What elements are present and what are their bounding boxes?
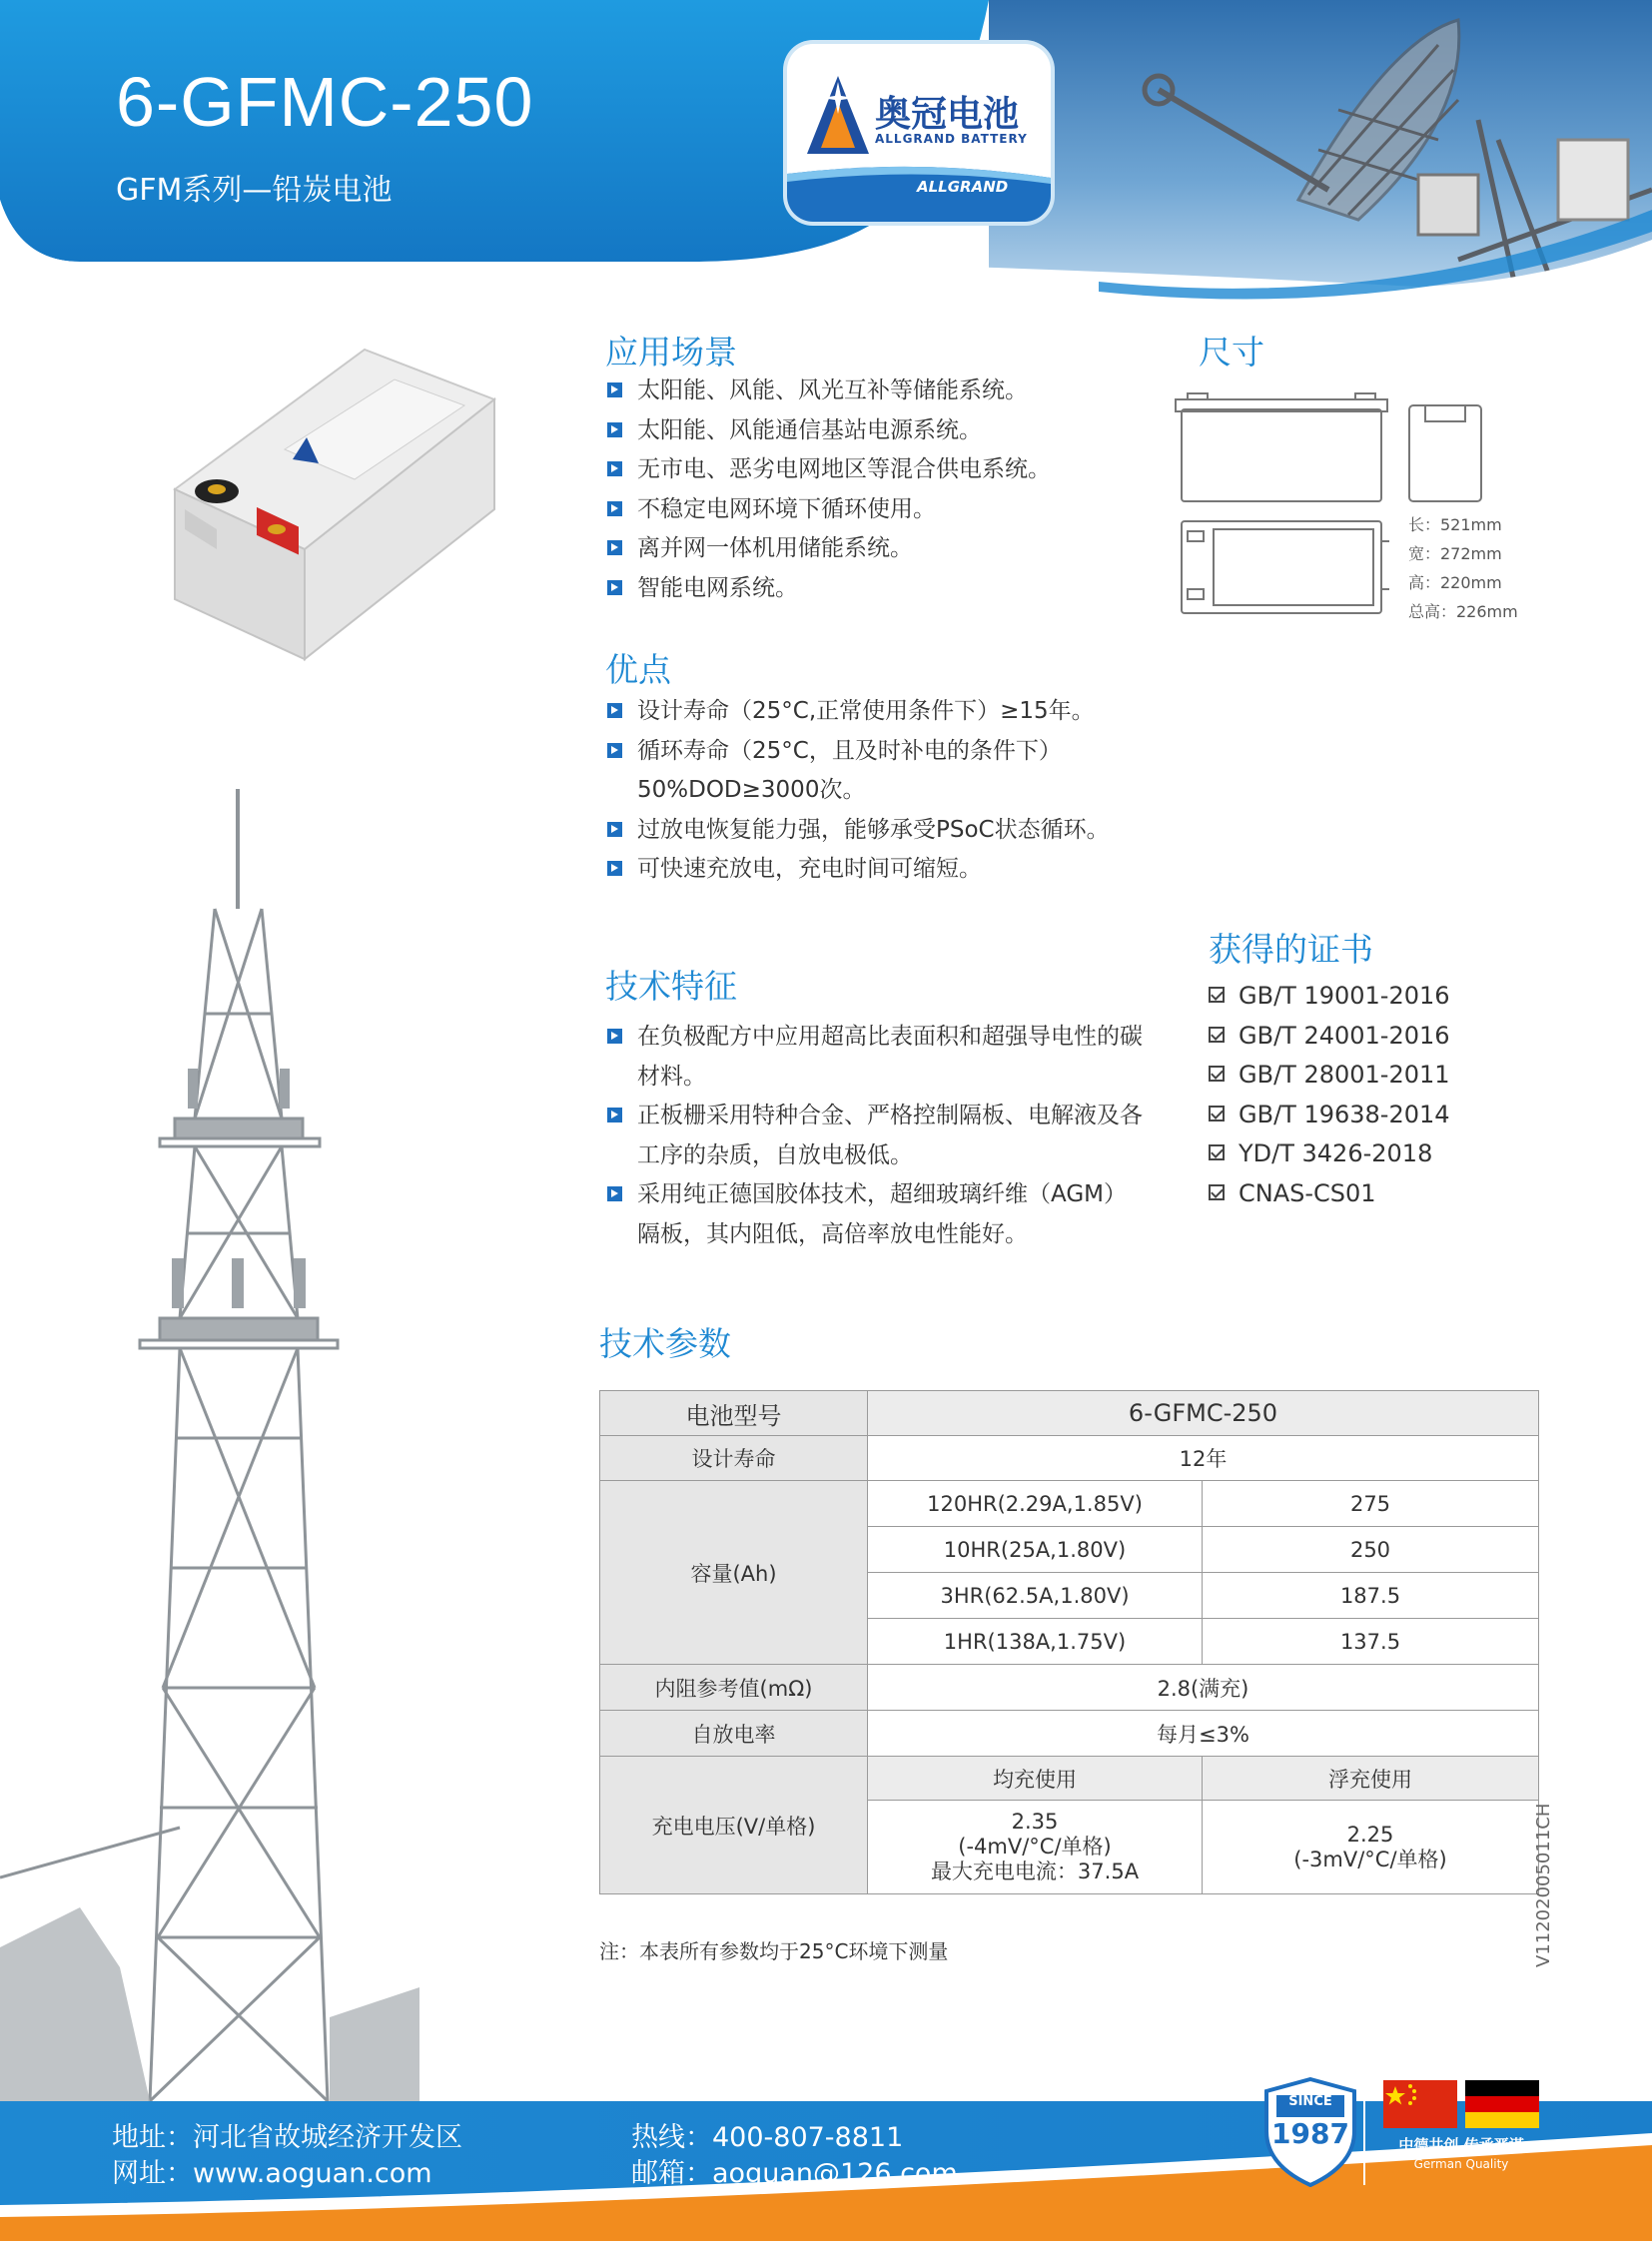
applications-heading: 应用场景 [605, 333, 737, 372]
footer-website[interactable]: 网址：www.aoguan.com [112, 2158, 432, 2189]
battery-product-image [165, 340, 514, 669]
capacity-value-cell: 275 [1203, 1481, 1539, 1527]
certificates-list [1209, 977, 1450, 1213]
germany-flag-icon [1465, 2080, 1539, 2128]
equalize-value-cell: 2.35 (-4mV/°C/单格) 最大充电电流：37.5A [868, 1801, 1203, 1894]
capacity-value-cell: 137.5 [1203, 1619, 1539, 1665]
life-label-cell: 设计寿命 [600, 1436, 868, 1481]
list-item: 不稳定电网环境下循环使用。 [605, 490, 1165, 530]
arrow-bullet-icon [607, 1029, 622, 1044]
arrow-bullet-icon [607, 1186, 622, 1201]
list-item: 正板栅采用特种合金、严格控制隔板、电解液及各工序的杂质，自放电极低。 [605, 1097, 1145, 1175]
arrow-bullet-icon [607, 461, 622, 476]
list-item: 可快速充放电，充电时间可缩短。 [605, 850, 1125, 890]
list-item: CNAS-CS01 [1209, 1174, 1450, 1214]
capacity-value-cell: 187.5 [1203, 1573, 1539, 1619]
capacity-rate-cell: 10HR(25A,1.80V) [868, 1527, 1203, 1573]
features-list [605, 1018, 1145, 1254]
dimensions-heading: 尺寸 [1199, 333, 1264, 372]
quality-slogan: 中德共创 传承严谨 [1398, 2136, 1524, 2154]
quality-slogan-en: German Quality [1413, 2157, 1509, 2171]
since-label: SINCE [1288, 2094, 1332, 2109]
table-row [600, 1665, 1539, 1711]
table-note: 注：本表所有参数均于25°C环境下测量 [599, 1939, 949, 1963]
capacity-rate-cell: 1HR(138A,1.75V) [868, 1619, 1203, 1665]
logo-triangle-icon [805, 72, 871, 158]
logo-band-text: ALLGRAND [917, 178, 1009, 196]
footer-address: 地址：河北省故城经济开发区 [112, 2122, 462, 2153]
life-value-cell: 12年 [868, 1436, 1539, 1481]
communication-tower-image [0, 789, 419, 2101]
self-discharge-value-cell: 每月≤3% [868, 1711, 1539, 1757]
arrow-bullet-icon [607, 422, 622, 437]
table-row [600, 1481, 1539, 1527]
model-value-cell: 6-GFMC-250 [868, 1391, 1539, 1436]
list-item: 采用纯正德国胶体技术，超细玻璃纤维（AGM）隔板，其内阻低，高倍率放电性能好。 [605, 1175, 1145, 1254]
list-item: 离并网一体机用储能系统。 [605, 529, 1165, 569]
certificates-heading: 获得的证书 [1209, 930, 1373, 969]
logo-en-text: ALLGRAND BATTERY [875, 132, 1028, 146]
list-item: 无市电、恶劣电网地区等混合供电系统。 [605, 450, 1165, 490]
dimension-height: 高：220mm [1408, 573, 1502, 592]
capacity-value-cell: 250 [1203, 1527, 1539, 1573]
resistance-label-cell: 内阻参考值(mΩ) [600, 1665, 868, 1711]
list-item: 太阳能、风能、风光互补等储能系统。 [605, 372, 1165, 411]
footer-hotline[interactable]: 热线：400-807-8811 [631, 2122, 904, 2153]
advantages-heading: 优点 [605, 650, 671, 689]
list-item: 太阳能、风能通信基站电源系统。 [605, 411, 1165, 451]
footer-email[interactable]: 邮箱：aoguan@126.com [631, 2158, 958, 2189]
charge-voltage-label-cell: 充电电压(V/单格) [600, 1757, 868, 1894]
checkbox-checked-icon [1209, 1144, 1225, 1160]
list-item: 循环寿命（25°C，且及时补电的条件下）50%DOD≥3000次。 [605, 732, 1125, 811]
china-flag-icon [1383, 2080, 1457, 2128]
dimension-total-height: 总高：226mm [1408, 602, 1518, 621]
capacity-label-cell: 容量(Ah) [600, 1481, 868, 1665]
resistance-value-cell: 2.8(满充) [868, 1665, 1539, 1711]
specs-heading: 技术参数 [599, 1324, 731, 1363]
list-item: YD/T 3426-2018 [1209, 1134, 1450, 1174]
table-row [600, 1711, 1539, 1757]
list-item: 智能电网系统。 [605, 569, 1165, 609]
brand-logo [787, 44, 1051, 222]
arrow-bullet-icon [607, 703, 622, 718]
arrow-bullet-icon [607, 540, 622, 555]
since-year: 1987 [1271, 2117, 1349, 2150]
checkbox-checked-icon [1209, 1184, 1225, 1200]
equalize-header-cell: 均充使用 [868, 1757, 1203, 1801]
list-item: GB/T 28001-2011 [1209, 1056, 1450, 1096]
applications-list [605, 372, 1165, 608]
checkbox-checked-icon [1209, 1066, 1225, 1082]
list-item: 过放电恢复能力强，能够承受PSoC状态循环。 [605, 811, 1125, 851]
table-row [600, 1757, 1539, 1801]
version-code: V11202005011CH [1533, 1803, 1554, 1967]
arrow-bullet-icon [607, 382, 622, 397]
list-item: 设计寿命（25°C,正常使用条件下）≥15年。 [605, 692, 1125, 732]
arrow-bullet-icon [607, 861, 622, 876]
dimension-length: 长：521mm [1408, 515, 1502, 534]
model-label-cell: 电池型号 [600, 1391, 868, 1436]
float-value-cell: 2.25 (-3mV/°C/单格) [1203, 1801, 1539, 1894]
capacity-rate-cell: 3HR(62.5A,1.80V) [868, 1573, 1203, 1619]
model-title: 6-GFMC-250 [116, 63, 534, 141]
float-header-cell: 浮充使用 [1203, 1757, 1539, 1801]
self-discharge-label-cell: 自放电率 [600, 1711, 868, 1757]
footer-divider [1363, 2075, 1365, 2185]
checkbox-checked-icon [1209, 1027, 1225, 1043]
arrow-bullet-icon [607, 822, 622, 837]
features-heading: 技术特征 [605, 967, 737, 1006]
list-item: GB/T 19638-2014 [1209, 1096, 1450, 1135]
checkbox-checked-icon [1209, 1106, 1225, 1121]
dimensions-list [1408, 510, 1518, 626]
series-subtitle: GFM系列—铅炭电池 [116, 173, 393, 208]
arrow-bullet-icon [607, 501, 622, 516]
list-item: GB/T 24001-2016 [1209, 1017, 1450, 1057]
dimension-width: 宽：272mm [1408, 544, 1502, 563]
arrow-bullet-icon [607, 743, 622, 758]
advantages-list [605, 692, 1125, 890]
checkbox-checked-icon [1209, 987, 1225, 1003]
arrow-bullet-icon [607, 580, 622, 595]
logo-cn-text: 奥冠电池 [875, 94, 1020, 135]
list-item: GB/T 19001-2016 [1209, 977, 1450, 1017]
list-item: 在负极配方中应用超高比表面积和超强导电性的碳材料。 [605, 1018, 1145, 1097]
capacity-rate-cell: 120HR(2.29A,1.85V) [868, 1481, 1203, 1527]
table-row [600, 1391, 1539, 1436]
table-row [600, 1436, 1539, 1481]
arrow-bullet-icon [607, 1108, 622, 1122]
spec-table [599, 1390, 1539, 1894]
